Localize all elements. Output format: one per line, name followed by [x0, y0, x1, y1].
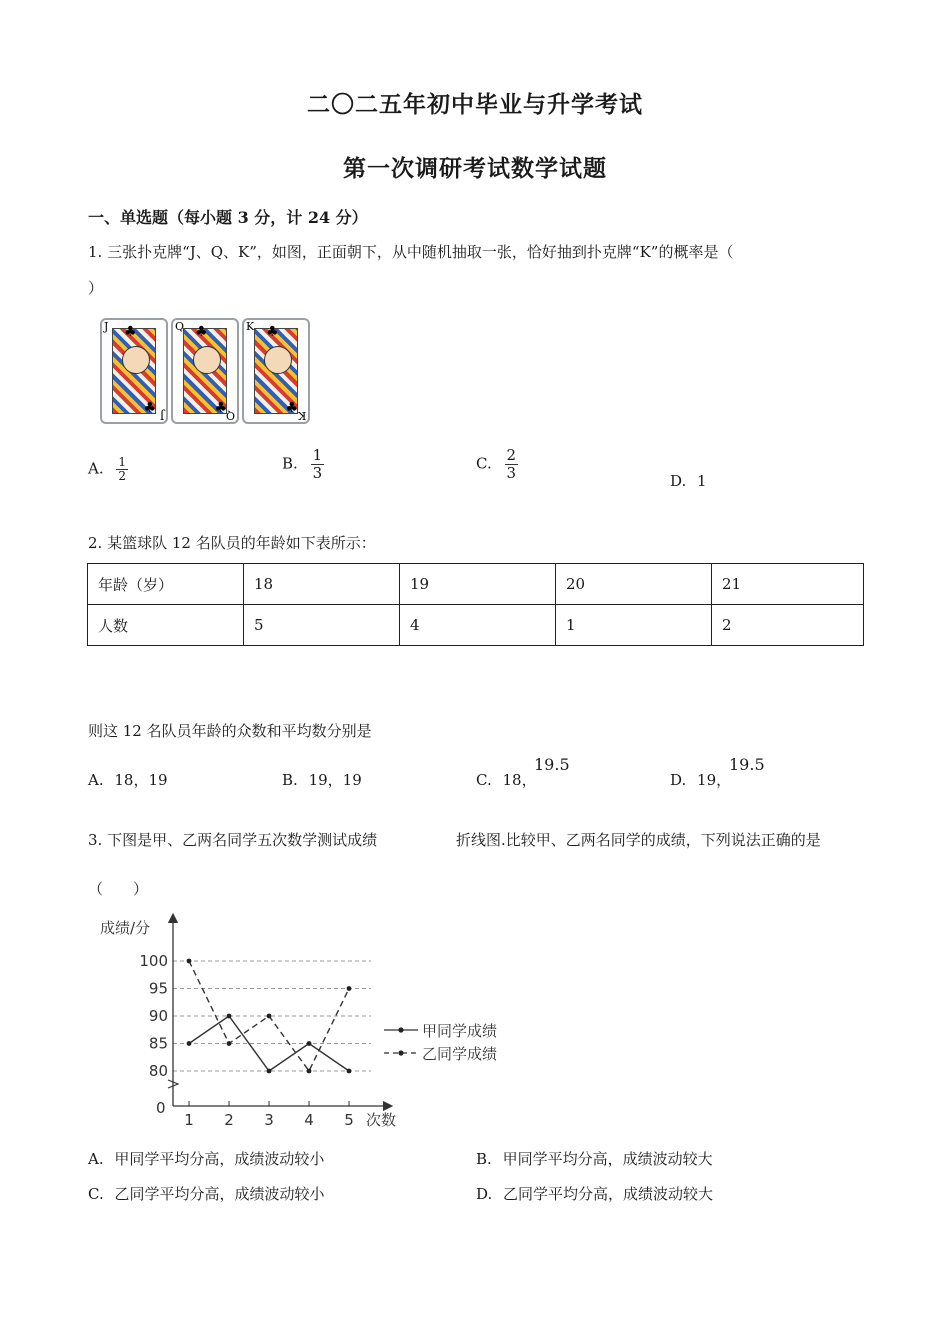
- q3-option-c[interactable]: [88, 1183, 325, 1204]
- data-point: [187, 959, 192, 964]
- table-cell: 18: [244, 564, 400, 605]
- club-icon: ♣: [124, 324, 137, 340]
- q1-option-d[interactable]: [670, 472, 707, 490]
- q2-option-a[interactable]: [88, 769, 168, 790]
- q1-option-b[interactable]: [282, 447, 324, 482]
- card-rank: Q: [175, 320, 185, 333]
- y-axis-label: 成绩/分: [100, 919, 151, 937]
- x-axis-label: 次数: [366, 1111, 397, 1129]
- option-text: 19，19: [308, 771, 362, 789]
- exam-subtitle: 第一次调研考试数学试题: [343, 155, 607, 182]
- legend-series-1: 甲同学成绩: [422, 1022, 498, 1040]
- club-icon: ♣: [143, 400, 156, 416]
- table-cell: 年龄（岁）: [88, 564, 244, 605]
- club-icon: ♣: [285, 400, 298, 416]
- table-cell: 人数: [88, 605, 244, 646]
- q1-stem: 1. 三张扑克牌“J、Q、K”，如图，正面朝下，从中随机抽取一张，恰好抽到扑克牌“K”的概率是（: [88, 243, 734, 261]
- q2-option-b[interactable]: [282, 769, 362, 790]
- fraction: $\frac{2}{3}$: [506, 446, 517, 482]
- option-text: 19，: [697, 771, 732, 789]
- club-icon: ♣: [195, 324, 208, 340]
- option-label: C.: [88, 1185, 104, 1203]
- q3-option-d[interactable]: [476, 1183, 713, 1204]
- y-tick-label: 90: [148, 1007, 168, 1025]
- data-point: [307, 1041, 312, 1046]
- option-label: A.: [88, 771, 104, 789]
- table-cell: 5: [244, 605, 400, 646]
- y-tick-label: 85: [148, 1034, 168, 1053]
- score-line-chart: [88, 908, 528, 1133]
- data-point: [267, 1069, 272, 1074]
- option-label: B.: [282, 771, 298, 789]
- x-ticks: [184, 1101, 354, 1129]
- q2-stem: 2. 某篮球队 12 名队员的年龄如下表所示：: [88, 534, 376, 552]
- option-label: B.: [282, 454, 298, 473]
- x-tick-label: 3: [264, 1111, 274, 1129]
- y-tick-label: 95: [148, 979, 168, 998]
- q1-option-a[interactable]: [88, 456, 128, 483]
- gridlines: [173, 961, 371, 1071]
- y-tick-label: 100: [139, 952, 168, 970]
- card-king: [242, 318, 310, 424]
- club-icon: ♣: [266, 324, 279, 340]
- q2-option-d-value: 19.5: [729, 755, 765, 774]
- data-point: [267, 1014, 272, 1019]
- card-jack: [100, 318, 168, 424]
- fraction: $\frac{1}{2}$: [118, 455, 127, 483]
- legend-marker: [398, 1027, 403, 1032]
- table-cell: 21: [712, 564, 864, 605]
- option-text: 甲同学平均分高，成绩波动较小: [114, 1150, 325, 1168]
- table-cell: 1: [556, 605, 712, 646]
- table-cell: 2: [712, 605, 864, 646]
- x-tick-label: 4: [304, 1111, 314, 1129]
- option-label: D.: [476, 1185, 493, 1203]
- legend-marker: [398, 1050, 403, 1055]
- option-text: 甲同学平均分高，成绩波动较大: [502, 1150, 713, 1168]
- y-ticks: [139, 952, 168, 1080]
- exam-title: 二〇二五年初中毕业与升学考试: [307, 91, 643, 118]
- q3-stem-part2: 折线图.比较甲、乙两名同学的成绩，下列说法正确的是: [456, 831, 821, 849]
- table-cell: 19: [400, 564, 556, 605]
- card-rank: Q: [225, 409, 235, 422]
- q3-option-a[interactable]: [88, 1148, 324, 1169]
- option-text: 乙同学平均分高，成绩波动较大: [503, 1185, 714, 1203]
- option-label: C.: [476, 454, 492, 473]
- q2-option-c-value: 19.5: [534, 755, 570, 774]
- table-row: [88, 605, 864, 646]
- card-rank: J: [104, 320, 109, 333]
- age-table: [87, 563, 864, 646]
- option-text: 1: [697, 472, 707, 490]
- data-point: [227, 1014, 232, 1019]
- data-point: [187, 1041, 192, 1046]
- option-label: C.: [476, 771, 492, 789]
- origin-label: 0: [156, 1099, 166, 1117]
- option-text: 18，: [502, 771, 537, 789]
- q2-option-d[interactable]: [670, 769, 731, 790]
- data-point: [307, 1069, 312, 1074]
- y-tick-label: 80: [148, 1062, 168, 1080]
- option-label: B.: [476, 1150, 492, 1168]
- option-text: 18，19: [114, 771, 168, 789]
- option-label: D.: [670, 771, 687, 789]
- series-line-1: [189, 1016, 349, 1071]
- card-rank: K: [246, 320, 255, 333]
- data-point: [227, 1041, 232, 1046]
- q1-stem-close: ）: [88, 279, 104, 297]
- q3-stem-part1: 3. 下图是甲、乙两名同学五次数学测试成绩: [88, 831, 378, 849]
- club-icon: ♣: [214, 400, 227, 416]
- option-label: A.: [88, 459, 104, 478]
- option-label: D.: [670, 472, 687, 490]
- legend-series-2: 乙同学成绩: [422, 1045, 498, 1063]
- legend: [384, 1022, 497, 1063]
- card-queen: [171, 318, 239, 424]
- table-cell: 20: [556, 564, 712, 605]
- section-heading: 一、单选题（每小题 3 分，计 24 分）: [88, 208, 368, 227]
- q2-option-c[interactable]: [476, 769, 537, 790]
- x-tick-label: 2: [224, 1111, 234, 1129]
- option-label: A.: [88, 1150, 104, 1168]
- data-point: [347, 1069, 352, 1074]
- q1-option-c[interactable]: [476, 447, 518, 482]
- table-cell: 4: [400, 605, 556, 646]
- card-rank: K: [297, 409, 306, 422]
- x-tick-label: 5: [344, 1111, 354, 1129]
- fraction: $\frac{1}{3}$: [312, 446, 323, 482]
- table-row: [88, 564, 864, 605]
- card-rank: J: [159, 409, 164, 422]
- x-tick-label: 1: [184, 1111, 194, 1129]
- data-point: [347, 986, 352, 991]
- q2-question: 则这 12 名队员年龄的众数和平均数分别是: [88, 722, 372, 740]
- q3-option-b[interactable]: [476, 1148, 713, 1169]
- q3-paren: （ ）: [88, 880, 149, 898]
- option-text: 乙同学平均分高，成绩波动较小: [114, 1185, 325, 1203]
